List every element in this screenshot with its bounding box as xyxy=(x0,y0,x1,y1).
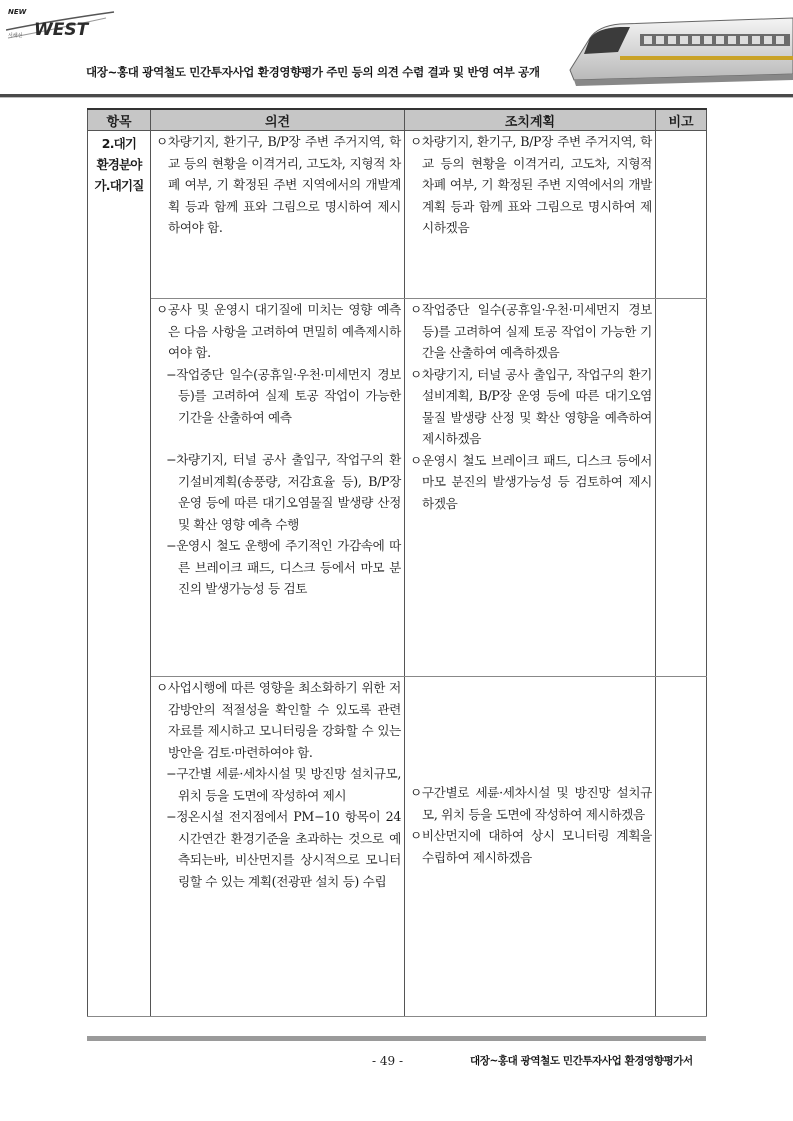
spacer xyxy=(405,719,655,740)
item-label-line: 2.대기 xyxy=(101,136,137,151)
header-note: 비고 xyxy=(656,109,707,131)
opinion-cell xyxy=(151,677,405,1017)
spacer xyxy=(405,698,655,719)
action-bullet: ㅇ구간별로 세륜·세차시설 및 방진망 설치규모, 위치 등을 도면에 작성하여 제시하겠음 xyxy=(410,785,652,822)
opinion-bullet: ㅇ공사 및 운영시 대기질에 미치는 영향 예측은 다음 사항을 고려하여 면밀히 예측제시하여야 함. xyxy=(156,302,401,360)
logo-new-text: NEW xyxy=(8,8,27,16)
action-cell xyxy=(405,299,656,677)
table-header-row xyxy=(88,109,707,131)
table-row xyxy=(88,131,707,299)
action-cell xyxy=(405,131,656,299)
header-action: 조치계획 xyxy=(405,109,656,131)
logo xyxy=(6,8,116,48)
opinion-cell xyxy=(151,299,405,677)
action-bullet: ㅇ차량기지, 터널 공사 출입구, 작업구의 환기설비계획, B/P장 운영 등에 따른 대기오염물질 발생량 산정 및 확산 영향을 예측하여 제시하겠음 xyxy=(410,366,652,446)
item-label-line: 환경분야 xyxy=(96,157,142,172)
footer-title: 대장~홍대 광역철도 민간투자사업 환경영향평가서 xyxy=(470,1055,693,1067)
table-row xyxy=(88,299,707,677)
footer-divider xyxy=(87,1036,706,1041)
train-icon xyxy=(560,8,793,94)
page-header xyxy=(0,0,793,100)
spacer xyxy=(405,677,655,698)
page-number: - 49 - xyxy=(372,1054,404,1068)
opinion-table xyxy=(87,108,707,1017)
note-cell xyxy=(656,677,707,1017)
opinion-cell xyxy=(151,131,405,299)
action-bullet: ㅇ운영시 철도 브레이크 패드, 디스크 등에서 마모 분진의 발생가능성 등 검토하여 제시하겠음 xyxy=(410,452,652,511)
opinion-subitem: −차량기지, 터널 공사 출입구, 작업구의 환기설비계획(송풍량, 저감효율 등), B/P장 운영 등에 따른 대기오염물질 발생량 산정 및 확산 영향 예측 수행 xyxy=(166,452,401,532)
logo-subtext: 서해선 xyxy=(8,33,23,39)
opinion-subitem: −구간별 세륜·세차시설 및 방진망 설치규모, 위치 등을 도면에 작성하여 제시 xyxy=(166,766,401,803)
header-opinion: 의견 xyxy=(151,109,405,131)
opinion-bullet: ㅇ사업시행에 따른 영향을 최소화하기 위한 저감방안의 적절성을 확인할 수 있도록 관련 자료를 제시하고 모니터링을 강화할 수 있는 방안을 검토·마련하여야 함. xyxy=(156,680,401,760)
note-cell xyxy=(656,131,707,299)
header-item: 항목 xyxy=(88,109,151,131)
spacer xyxy=(151,428,404,449)
opinion-bullet: ㅇ차량기지, 환기구, B/P장 주변 주거지역, 학교 등의 현황을 이격거리, 고도차, 지형적 차폐 여부, 기 확정된 주변 지역에서의 개발계획 등과 함께 표와 그림으로 명시하여 제시하여야 함. xyxy=(156,134,401,235)
table-row xyxy=(88,677,707,1017)
action-cell xyxy=(405,677,656,1017)
spacer xyxy=(405,761,655,782)
opinion-subitem: −운영시 철도 운행에 주기적인 가감속에 따른 브레이크 패드, 디스크 등에서 마모 분진의 발생가능성 등 검토 xyxy=(166,538,401,596)
item-cell xyxy=(88,131,151,1017)
item-label-line: 가.대기질 xyxy=(94,178,144,193)
spacer xyxy=(405,740,655,761)
opinion-subitem: −정온시설 전지점에서 PM−10 항목이 24시간연간 환경기준을 초과하는 것으로 예측되는바, 비산먼지를 상시적으로 모니터링할 수 있는 계획(전광판 설치 등) 수립 xyxy=(166,809,401,889)
header-divider-thin xyxy=(0,97,793,98)
logo-wordmark: WEST xyxy=(34,20,89,40)
header-title: 대장~홍대 광역철도 민간투자사업 환경영향평가 주민 등의 의견 수렴 결과 및 반영 여부 공개 xyxy=(86,65,540,79)
action-bullet: ㅇ비산먼지에 대하여 상시 모니터링 계획을 수립하여 제시하겠음 xyxy=(410,828,652,865)
note-cell xyxy=(656,299,707,677)
opinion-subitem: −작업중단 일수(공휴일·우천·미세먼지 경보 등)를 고려하여 실제 토공 작업이 가능한 기간을 산출하여 예측 xyxy=(166,366,401,425)
action-bullet: ㅇ차량기지, 환기구, B/P장 주변 주거지역, 학교 등의 현황을 이격거리, 고도차, 지형적 차폐 여부, 기 확정된 주변 지역에서의 개발계획 등과 함께 표와 그림으로 명시하여 제시하겠음 xyxy=(410,134,652,235)
action-bullet: ㅇ작업중단 일수(공휴일·우천·미세먼지 경보 등)를 고려하여 실제 토공 작업이 가능한 기간을 산출하여 예측하겠음 xyxy=(410,302,652,360)
